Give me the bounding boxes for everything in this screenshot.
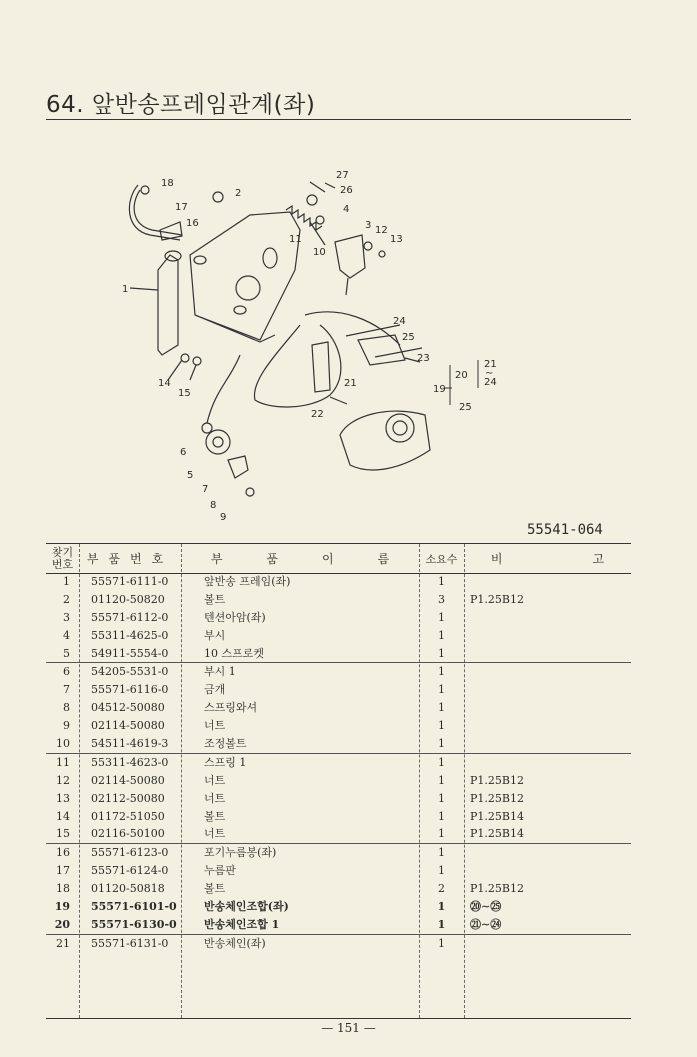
qty-cell: 1 (438, 665, 445, 679)
callout-23: 23 (417, 353, 430, 364)
qty-cell: 1 (438, 827, 445, 841)
qty-cell: 1 (438, 755, 445, 769)
group-callout-range-sep: ∼ (485, 368, 494, 379)
find-no-cell: 6 (63, 665, 70, 679)
table-row (46, 645, 631, 664)
table-row (46, 663, 631, 681)
table-row (46, 880, 631, 898)
qty-cell: 1 (438, 773, 445, 787)
find-no-cell: 2 (63, 592, 70, 606)
qty-cell: 1 (438, 628, 445, 642)
callout-7: 7 (202, 484, 209, 495)
part-name-cell: 부시 1 (204, 665, 236, 679)
group-callout-25: 25 (459, 402, 472, 413)
group-callout-24: 24 (484, 377, 497, 388)
part-no-cell: 55311-4625-0 (91, 628, 169, 642)
qty-cell: 1 (438, 701, 445, 715)
table-row (46, 717, 631, 735)
find-no-cell: 21 (56, 936, 70, 950)
qty-cell: 1 (438, 610, 445, 624)
header-part-name: 부 품 이 름 (210, 552, 390, 566)
callout-5: 5 (187, 470, 194, 481)
callout-15: 15 (178, 388, 191, 399)
table-row (46, 916, 631, 935)
document-code: 55541-064 (527, 522, 603, 538)
qty-cell: 1 (438, 809, 445, 823)
title-rule (46, 119, 631, 120)
part-no-cell: 01120-50818 (91, 882, 165, 896)
find-no-cell: 8 (63, 701, 70, 715)
part-name-cell: 반송체인조합(좌) (204, 900, 289, 914)
find-no-cell: 9 (63, 719, 70, 733)
qty-cell: 1 (437, 900, 446, 914)
part-no-cell: 54911-5554-0 (91, 646, 169, 660)
qty-cell: 1 (438, 646, 445, 660)
header-find-no: 찾기 번호 (51, 545, 74, 571)
part-no-cell: 04512-50080 (91, 701, 165, 715)
table-row (46, 754, 631, 772)
find-no-cell: 5 (63, 646, 70, 660)
qty-cell: 1 (438, 791, 445, 805)
remark-cell: P1.25B12 (470, 791, 524, 805)
table-row (46, 790, 631, 808)
remark-cell: P1.25B12 (470, 592, 524, 606)
part-name-cell: 포기누름봉(좌) (204, 846, 277, 860)
part-no-cell: 55571-6124-0 (91, 864, 169, 878)
header-qty: 소요수 (425, 552, 458, 566)
table-row (46, 772, 631, 790)
find-no-cell: 4 (63, 628, 70, 642)
qty-cell: 3 (438, 592, 445, 606)
find-no-cell: 19 (54, 900, 70, 914)
callout-24: 24 (393, 316, 406, 327)
part-no-cell: 55571-6112-0 (91, 610, 169, 624)
callout-17: 17 (175, 202, 188, 213)
find-no-cell: 14 (56, 809, 70, 823)
callout-27: 27 (336, 170, 349, 181)
callout-6: 6 (180, 447, 187, 458)
remark-cell: ⑳∼㉕ (470, 900, 502, 914)
part-name-cell: 10 스프로켓 (204, 646, 264, 660)
remark-cell: P1.25B14 (470, 827, 524, 841)
table-row (46, 735, 631, 754)
table-body (46, 573, 631, 953)
callout-11: 11 (289, 234, 302, 245)
qty-cell: 1 (438, 683, 445, 697)
callout-26: 26 (340, 185, 353, 196)
part-no-cell: 55571-6130-0 (91, 917, 177, 931)
group-callout-19: 19 (433, 384, 446, 395)
find-no-cell: 3 (63, 610, 70, 624)
part-name-cell: 너트 (204, 791, 226, 805)
part-name-cell: 너트 (204, 827, 226, 841)
callout-1: 1 (122, 284, 129, 295)
callout-12: 12 (375, 225, 388, 236)
table-row (46, 591, 631, 609)
remark-cell: ㉑∼㉔ (470, 917, 502, 931)
callout-3: 3 (365, 220, 372, 231)
table-header (46, 544, 631, 574)
exploded-parts-diagram (100, 160, 580, 530)
part-name-cell: 앞반송 프레임(좌) (204, 575, 291, 588)
part-name-cell: 조정볼트 (204, 737, 247, 751)
table-row (46, 844, 631, 862)
part-name-cell: 부시 (204, 628, 226, 642)
find-no-cell: 20 (54, 917, 70, 931)
part-no-cell: 02114-50080 (91, 773, 165, 787)
table-row (46, 808, 631, 826)
remark-cell: P1.25B14 (470, 809, 524, 823)
page-title: 64. 앞반송프레임관계(좌) (46, 92, 316, 118)
table-row (46, 573, 631, 591)
qty-cell: 1 (438, 864, 445, 878)
find-no-cell: 1 (63, 575, 70, 588)
part-no-cell: 54511-4619-3 (91, 737, 169, 751)
table-row (46, 627, 631, 645)
find-no-cell: 12 (56, 773, 70, 787)
table-row (46, 681, 631, 699)
part-no-cell: 55571-6101-0 (91, 900, 177, 914)
callout-25: 25 (402, 332, 415, 343)
qty-cell: 1 (438, 719, 445, 733)
callout-4: 4 (343, 204, 350, 215)
part-no-cell: 55571-6116-0 (91, 683, 169, 697)
part-no-cell: 54205-5531-0 (91, 665, 169, 679)
callout-13: 13 (390, 234, 403, 245)
qty-cell: 1 (438, 936, 445, 950)
part-no-cell: 02116-50100 (91, 827, 165, 841)
part-no-cell: 01120-50820 (91, 592, 165, 606)
part-name-cell: 반송체인조합 1 (204, 917, 280, 931)
callout-16: 16 (186, 218, 199, 229)
callout-21: 21 (344, 378, 357, 389)
table-row (46, 609, 631, 627)
find-no-cell: 16 (56, 846, 70, 860)
part-name-cell: 볼트 (204, 809, 226, 823)
find-no-cell: 10 (56, 737, 70, 751)
callout-22: 22 (311, 409, 324, 420)
group-callout-20: 20 (455, 370, 468, 381)
find-no-cell: 11 (56, 755, 70, 769)
part-no-cell: 01172-51050 (91, 809, 165, 823)
part-no-cell: 02114-50080 (91, 719, 165, 733)
callout-2: 2 (235, 188, 242, 199)
remark-cell: P1.25B12 (470, 773, 524, 787)
header-remarks: 비 고 (490, 552, 605, 566)
part-name-cell: 스프링 1 (204, 755, 247, 769)
callout-8: 8 (210, 500, 217, 511)
part-name-cell: 반송체인(좌) (204, 936, 266, 950)
part-no-cell: 02112-50080 (91, 791, 165, 805)
part-name-cell: 금개 (204, 683, 226, 697)
part-name-cell: 너트 (204, 719, 226, 733)
part-name-cell: 볼트 (204, 882, 226, 896)
qty-cell: 1 (438, 575, 445, 588)
part-no-cell: 55571-6131-0 (91, 936, 169, 950)
table-row (46, 699, 631, 717)
part-name-cell: 볼트 (204, 592, 226, 606)
header-part-no: 부품번호 (86, 552, 174, 566)
remark-cell: P1.25B12 (470, 882, 524, 896)
find-no-cell: 13 (56, 791, 70, 805)
find-no-cell: 15 (56, 827, 70, 841)
find-no-cell: 17 (56, 864, 70, 878)
parts-table (46, 543, 631, 1019)
callout-18: 18 (161, 178, 174, 189)
callout-14: 14 (158, 378, 171, 389)
part-name-cell: 스프링와셔 (204, 701, 258, 715)
table-row (46, 825, 631, 844)
group-callout-21: 21 (484, 359, 497, 370)
qty-cell: 2 (438, 882, 445, 896)
part-no-cell: 55571-6123-0 (91, 846, 169, 860)
table-row (46, 935, 631, 953)
part-name-cell: 너트 (204, 773, 226, 787)
callout-10: 10 (313, 247, 326, 258)
find-no-cell: 7 (63, 683, 70, 697)
page-number: — 151 — (321, 1021, 376, 1035)
part-name-cell: 누름판 (204, 864, 236, 878)
qty-cell: 1 (437, 917, 446, 931)
find-no-cell: 18 (56, 882, 70, 896)
table-row (46, 898, 631, 916)
part-no-cell: 55311-4623-0 (91, 755, 169, 769)
callout-9: 9 (220, 512, 227, 523)
part-name-cell: 텐션아암(좌) (204, 610, 266, 624)
qty-cell: 1 (438, 737, 445, 751)
part-no-cell: 55571-6111-0 (91, 575, 169, 588)
table-row (46, 862, 631, 880)
qty-cell: 1 (438, 846, 445, 860)
